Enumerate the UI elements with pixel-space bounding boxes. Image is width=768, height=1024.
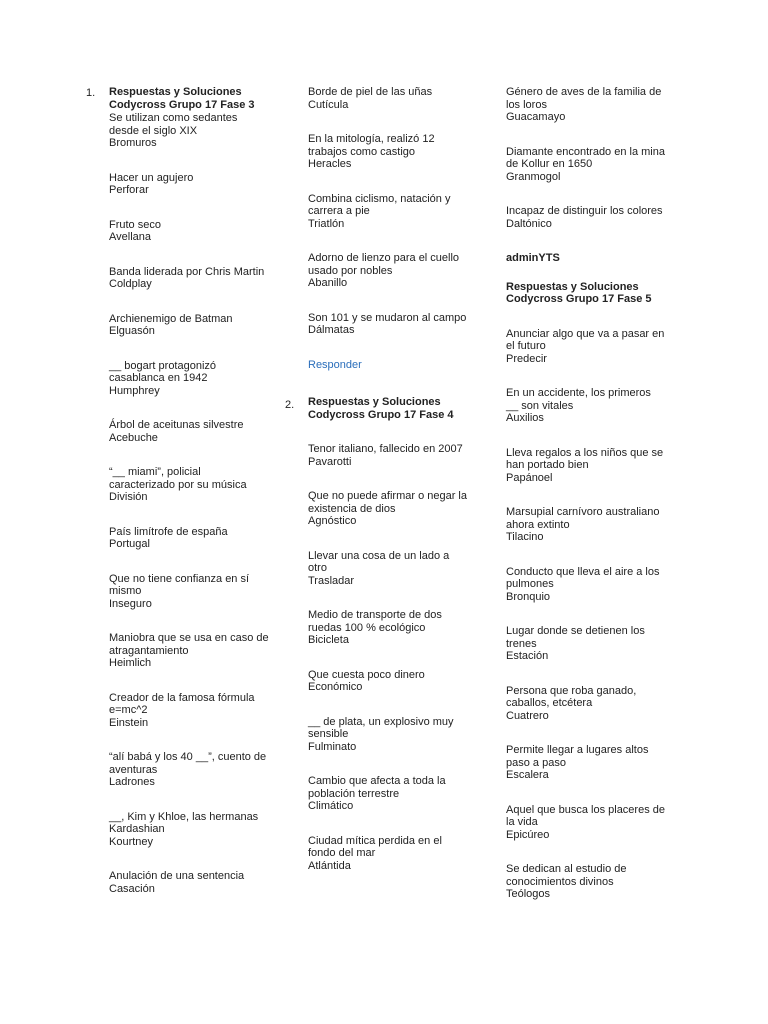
list-item [109, 313, 269, 338]
answer-text: Atlántida [308, 859, 351, 872]
list-item [109, 219, 269, 244]
clue-text: Fruto seco [109, 218, 161, 231]
answer-text: Estación [506, 650, 549, 662]
list-item [506, 387, 666, 425]
clue-text: __ bogart protagonizó casablanca en 1942 [109, 359, 217, 384]
answer-text: Abanillo [308, 277, 348, 289]
answer-text: Escalera [506, 769, 549, 781]
list-item [506, 625, 666, 663]
answer-text: Agnóstico [308, 515, 357, 527]
list-item [308, 252, 468, 290]
answer-text: Pavarotti [308, 455, 352, 468]
list-item [506, 328, 666, 366]
clue-text: Género de aves de la familia de los loros [506, 86, 662, 111]
clue-text: Lleva regalos a los niños que se han portado bien [506, 446, 664, 471]
clue-text: País limítrofe de españa [109, 525, 228, 538]
list-item [506, 146, 666, 184]
answer-text: Fulminato [308, 740, 357, 753]
answer-text: Casación [109, 882, 155, 895]
clue-text: Llevar una cosa de un lado a otro [308, 549, 450, 574]
list-item [308, 133, 468, 171]
list-number-1: 1. [86, 87, 96, 99]
list-item [109, 360, 269, 398]
list-item [109, 632, 269, 670]
clue-text: Adorno de lienzo para el cuello usado por nobles [308, 252, 460, 277]
clue-text: __ de plata, un explosivo muy sensible [308, 715, 454, 740]
column-3 [506, 86, 666, 923]
list-item [308, 609, 468, 647]
reply-link[interactable]: Responder [308, 358, 362, 371]
clue-text: Hacer un agujero [109, 171, 194, 184]
answer-text: Papánoel [506, 471, 553, 484]
clue-text: Que cuesta poco dinero [308, 668, 425, 681]
clue-text: __, Kim y Khloe, las hermanas Kardashian [109, 810, 259, 835]
answer-text: Bronquio [506, 590, 551, 603]
answer-text: Climático [308, 800, 354, 812]
list-item [109, 419, 269, 444]
answer-text: Einstein [109, 716, 149, 729]
list-item [506, 685, 666, 723]
list-item [308, 669, 468, 694]
answer-text: Teólogos [506, 888, 551, 900]
list-item [109, 811, 269, 849]
answer-text: Heimlich [109, 657, 152, 669]
answer-text: Heracles [308, 158, 352, 170]
answer-text: Acebuche [109, 431, 158, 444]
list-item [308, 550, 468, 588]
answer-text: Triatlón [308, 217, 345, 230]
clue-text: Que no puede afirmar o negar la existencia de dios [308, 490, 467, 515]
answer-text: Predecir [506, 352, 547, 365]
clue-text: Incapaz de distinguir los colores [506, 205, 663, 217]
list-item [308, 775, 468, 813]
answer-text: Epicúreo [506, 828, 550, 841]
list-item [109, 692, 269, 730]
clue-text: Que no tiene confianza en sí mismo [109, 572, 250, 597]
clue-text: Lugar donde se detienen los trenes [506, 625, 645, 650]
list-item [506, 447, 666, 485]
clue-text: Creador de la famosa fórmula e=mc^2 [109, 691, 255, 716]
list-item [109, 870, 269, 895]
answer-text: Daltónico [506, 217, 552, 230]
clue-text: Borde de piel de las uñas [308, 86, 433, 98]
clue-text: Combina ciclismo, natación y carrera a pie [308, 192, 451, 217]
list-item [109, 573, 269, 611]
clue-text: Permite llegar a lugares altos paso a paso [506, 744, 649, 769]
answer-text: Bicicleta [308, 634, 349, 646]
answer-text: División [109, 491, 148, 503]
answer-text: Económico [308, 681, 363, 693]
list-item [109, 466, 269, 504]
answer-text: Guacamayo [506, 111, 566, 123]
list-item [506, 863, 666, 901]
list-item [109, 266, 269, 291]
list-item [308, 86, 468, 111]
answer-text: Cuatrero [506, 709, 549, 722]
clue-text: Árbol de aceitunas silvestre [109, 419, 244, 431]
answer-text: Portugal [109, 538, 150, 550]
list-item [109, 751, 269, 789]
list-number-2: 2. [285, 399, 295, 411]
clue-text: En la mitología, realizó 12 trabajos como castigo [308, 133, 435, 158]
list-item [506, 804, 666, 842]
list-item [506, 506, 666, 544]
list-item [308, 193, 468, 231]
fase-5-heading: Respuestas y Soluciones Codycross Grupo 17 Fase 5 [506, 280, 652, 305]
list-item [109, 526, 269, 551]
clue-text: En un accidente, los primeros __ son vitales [506, 387, 651, 412]
clue-text: Aquel que busca los placeres de la vida [506, 803, 665, 828]
answer-text: Trasladar [308, 574, 355, 587]
clue-text: Maniobra que se usa en caso de atragantamiento [109, 632, 269, 657]
answer-text: Elguasón [109, 325, 155, 337]
answer-text: Dálmatas [308, 324, 355, 336]
column-2 [308, 86, 468, 894]
list-item [506, 566, 666, 604]
list-item [109, 172, 269, 197]
list-item [506, 86, 666, 124]
clue-text: “__ miami”, policial caracterizado por su música [109, 466, 247, 491]
answer-text: Bromuros [109, 137, 157, 149]
clue-text: Medio de transporte de dos ruedas 100 % ecológico [308, 609, 442, 634]
clue-text: Se dedican al estudio de conocimientos divinos [506, 863, 627, 888]
answer-text: Granmogol [506, 170, 561, 183]
answer-text: Kourtney [109, 835, 154, 848]
list-item [506, 205, 666, 230]
list-item [506, 744, 666, 782]
answer-text: Avellana [109, 231, 151, 243]
answer-text: Cutícula [308, 98, 349, 111]
answer-text: Humphrey [109, 384, 160, 397]
clue-text: Conducto que lleva el aire a los pulmones [506, 565, 660, 590]
clue-text: Diamante encontrado en la mina de Kollur en 1650 [506, 145, 665, 170]
clue-text: Archienemigo de Batman [109, 312, 233, 325]
clue-text: Marsupial carnívoro australiano ahora extinto [506, 506, 660, 531]
fase-3-heading: Respuestas y Soluciones Codycross Grupo 17 Fase 3 [109, 86, 255, 111]
answer-text: Perforar [109, 184, 149, 196]
answer-text: Coldplay [109, 278, 152, 290]
clue-text: Anunciar algo que va a pasar en el futuro [506, 327, 665, 352]
list-item [308, 443, 468, 468]
column-1 [109, 86, 269, 917]
clue-text: Ciudad mítica perdida en el fondo del mar [308, 834, 442, 859]
list-item [308, 312, 468, 337]
clue-text: Banda liderada por Chris Martin [109, 265, 265, 278]
clue-text: “alí babá y los 40 __”, cuento de aventuras [109, 751, 267, 776]
clue-text: Se utilizan como sedantes desde el siglo XIX [109, 112, 238, 137]
answer-text: Tilacino [506, 531, 544, 543]
list-item [308, 716, 468, 754]
answer-text: Auxilios [506, 412, 544, 424]
clue-text: Cambio que afecta a toda la población terrestre [308, 775, 446, 800]
comment-author: adminYTS [506, 252, 560, 264]
list-item [308, 835, 468, 873]
answer-text: Inseguro [109, 597, 152, 610]
fase-4-heading: Respuestas y Soluciones Codycross Grupo 17 Fase 4 [308, 396, 454, 421]
clue-text: Tenor italiano, fallecido en 2007 [308, 443, 463, 455]
clue-text: Anulación de una sentencia [109, 870, 245, 882]
list-item [109, 112, 269, 150]
clue-text: Son 101 y se mudaron al campo [308, 311, 467, 324]
clue-text: Persona que roba ganado, caballos, etcétera [506, 684, 637, 709]
list-item [308, 490, 468, 528]
answer-text: Ladrones [109, 776, 155, 788]
